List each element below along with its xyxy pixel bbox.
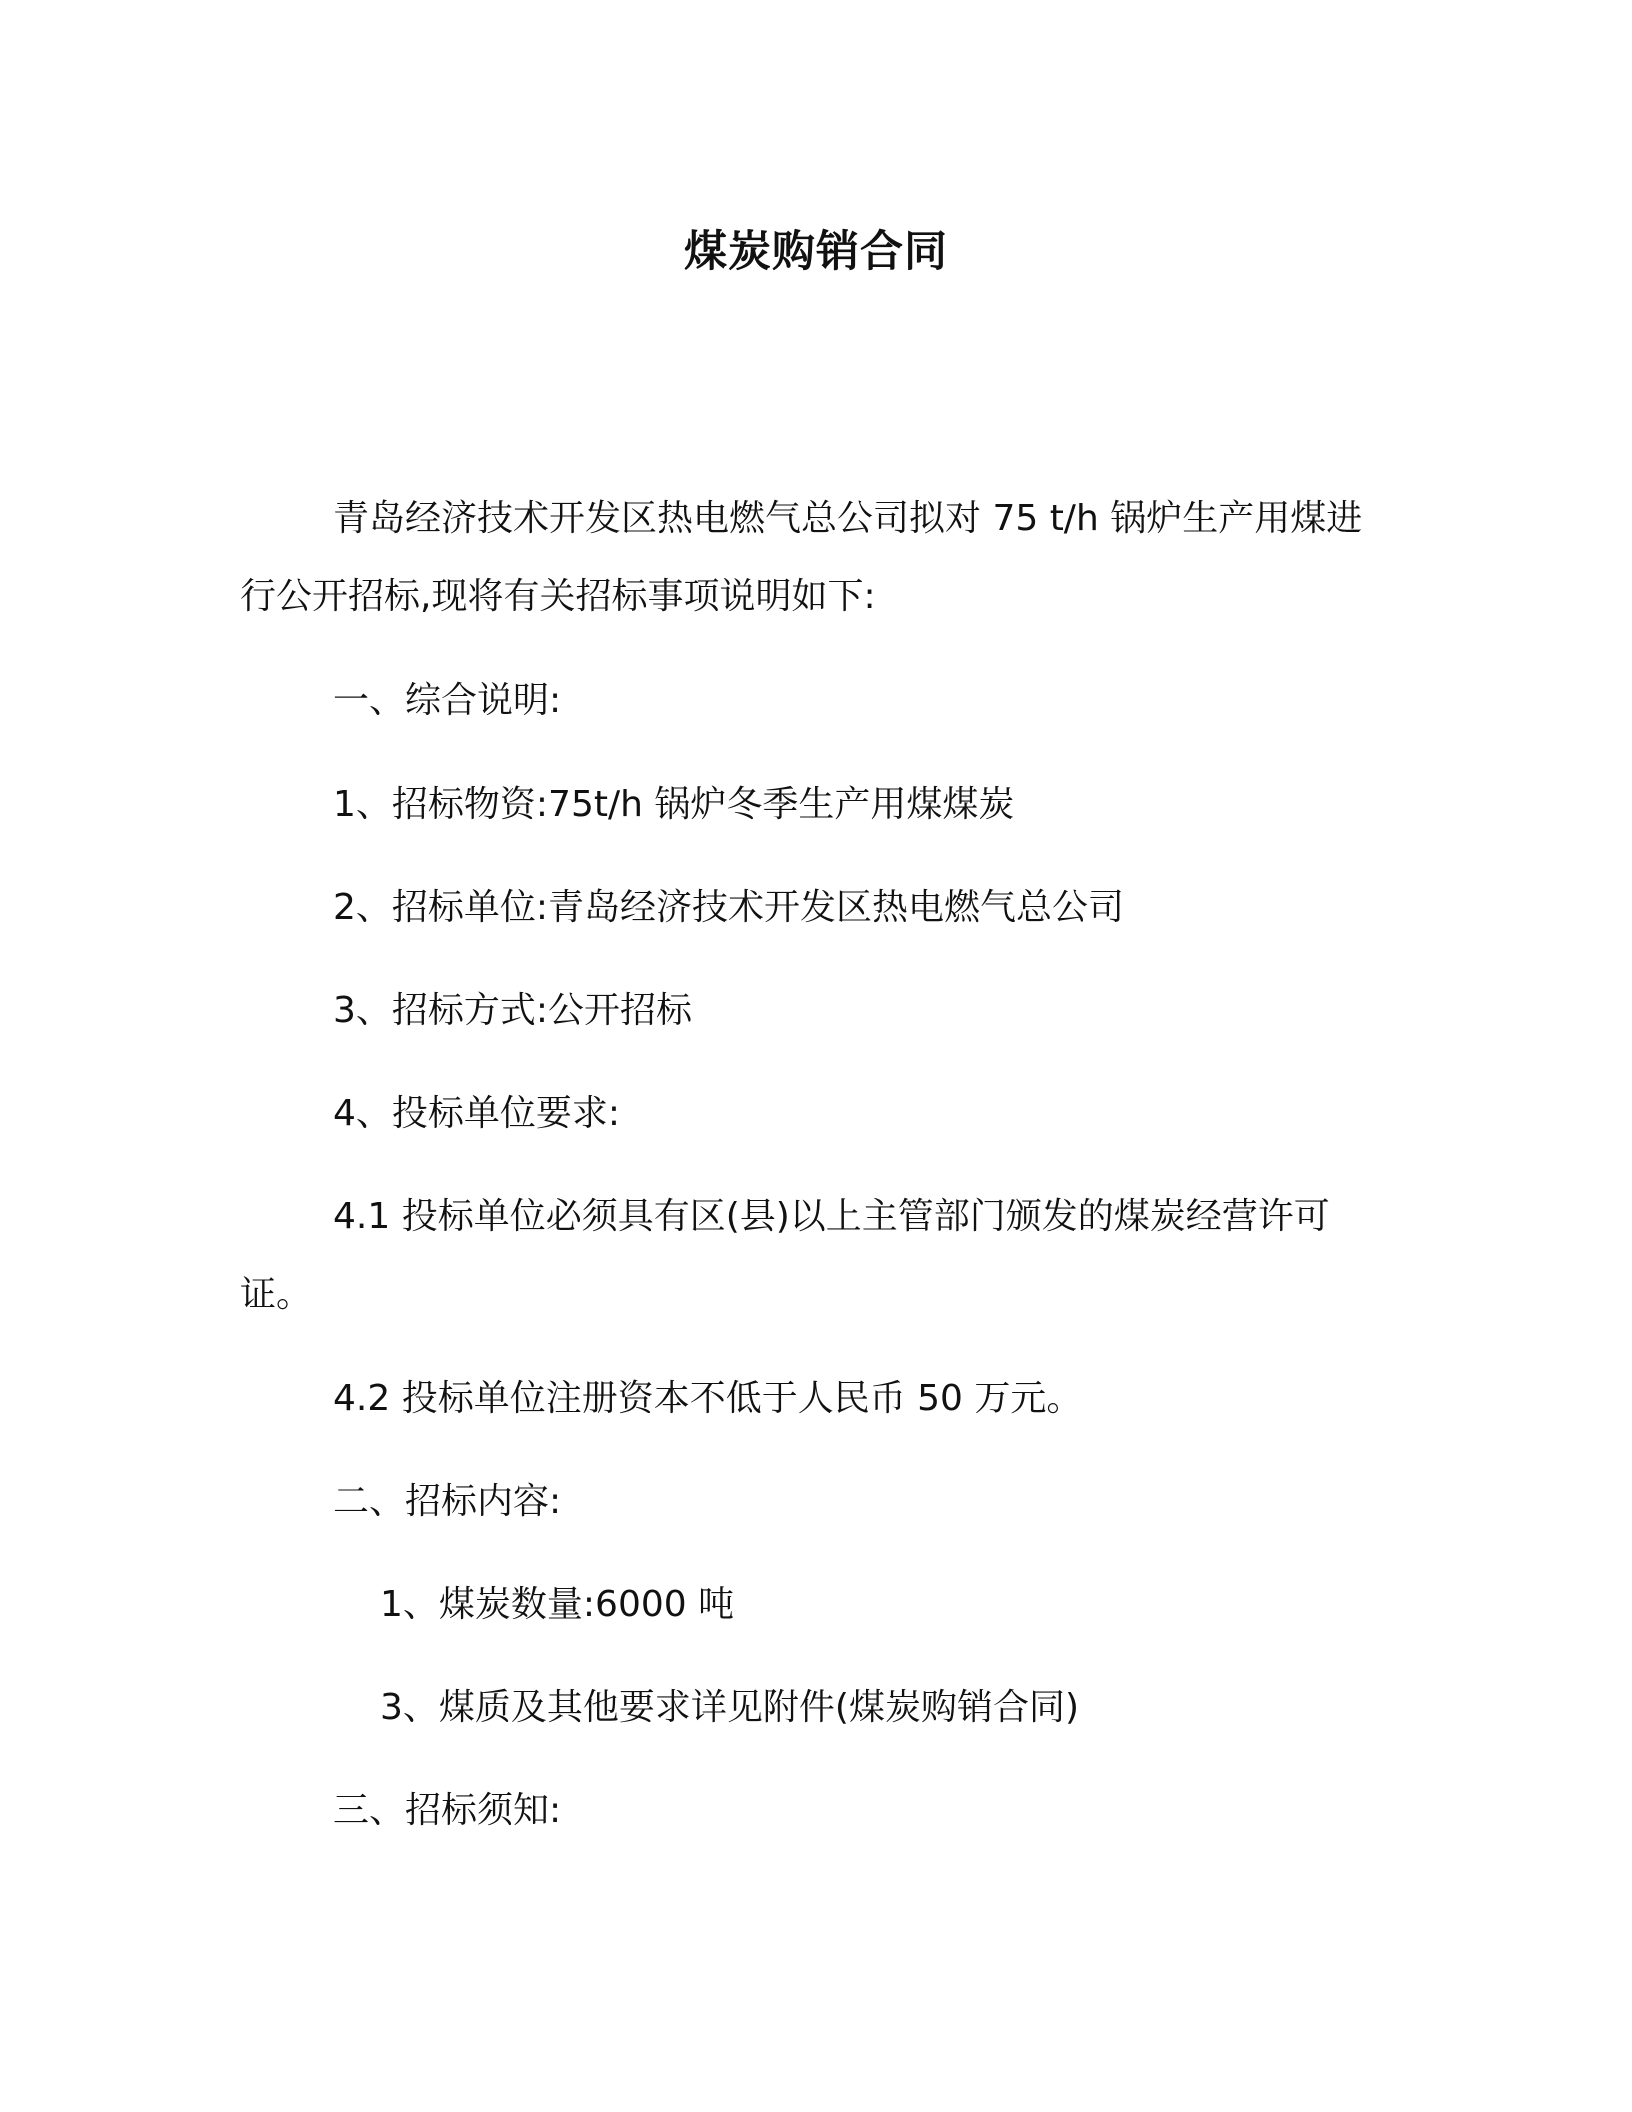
intro-paragraph [240,480,1400,636]
intro-line-1: 青岛经济技术开发区热电燃气总公司拟对 75 t/h 锅炉生产用煤进 [333,498,1363,539]
content-item-quantity: 1、煤炭数量:6000 吨 [380,1584,735,1625]
list-item-tendering-unit: 2、招标单位:青岛经济技术开发区热电燃气总公司 [333,887,1125,928]
list-item-bidder-requirements: 4、投标单位要求: [333,1093,621,1134]
requirement-4-1-line-1: 4.1 投标单位必须具有区(县)以上主管部门颁发的煤炭经营许可 [333,1196,1330,1237]
requirement-4-1-line-2: 证。 [240,1274,313,1315]
list-item-materials: 1、招标物资:75t/h 锅炉冬季生产用煤煤炭 [333,784,1015,825]
section-heading-notes: 三、招标须知: [333,1790,562,1831]
intro-line-2: 行公开招标,现将有关招标事项说明如下: [240,576,876,617]
page-title: 煤炭购销合同 [684,227,948,277]
requirement-4-2: 4.2 投标单位注册资本不低于人民币 50 万元。 [333,1378,1083,1419]
section-heading-general: 一、综合说明: [333,680,562,721]
section-heading-content: 二、招标内容: [333,1481,562,1522]
list-item-tendering-method: 3、招标方式:公开招标 [333,990,693,1031]
requirement-4-1 [240,1178,1400,1334]
content-item-quality: 3、煤质及其他要求详见附件(煤炭购销合同) [380,1687,1079,1728]
